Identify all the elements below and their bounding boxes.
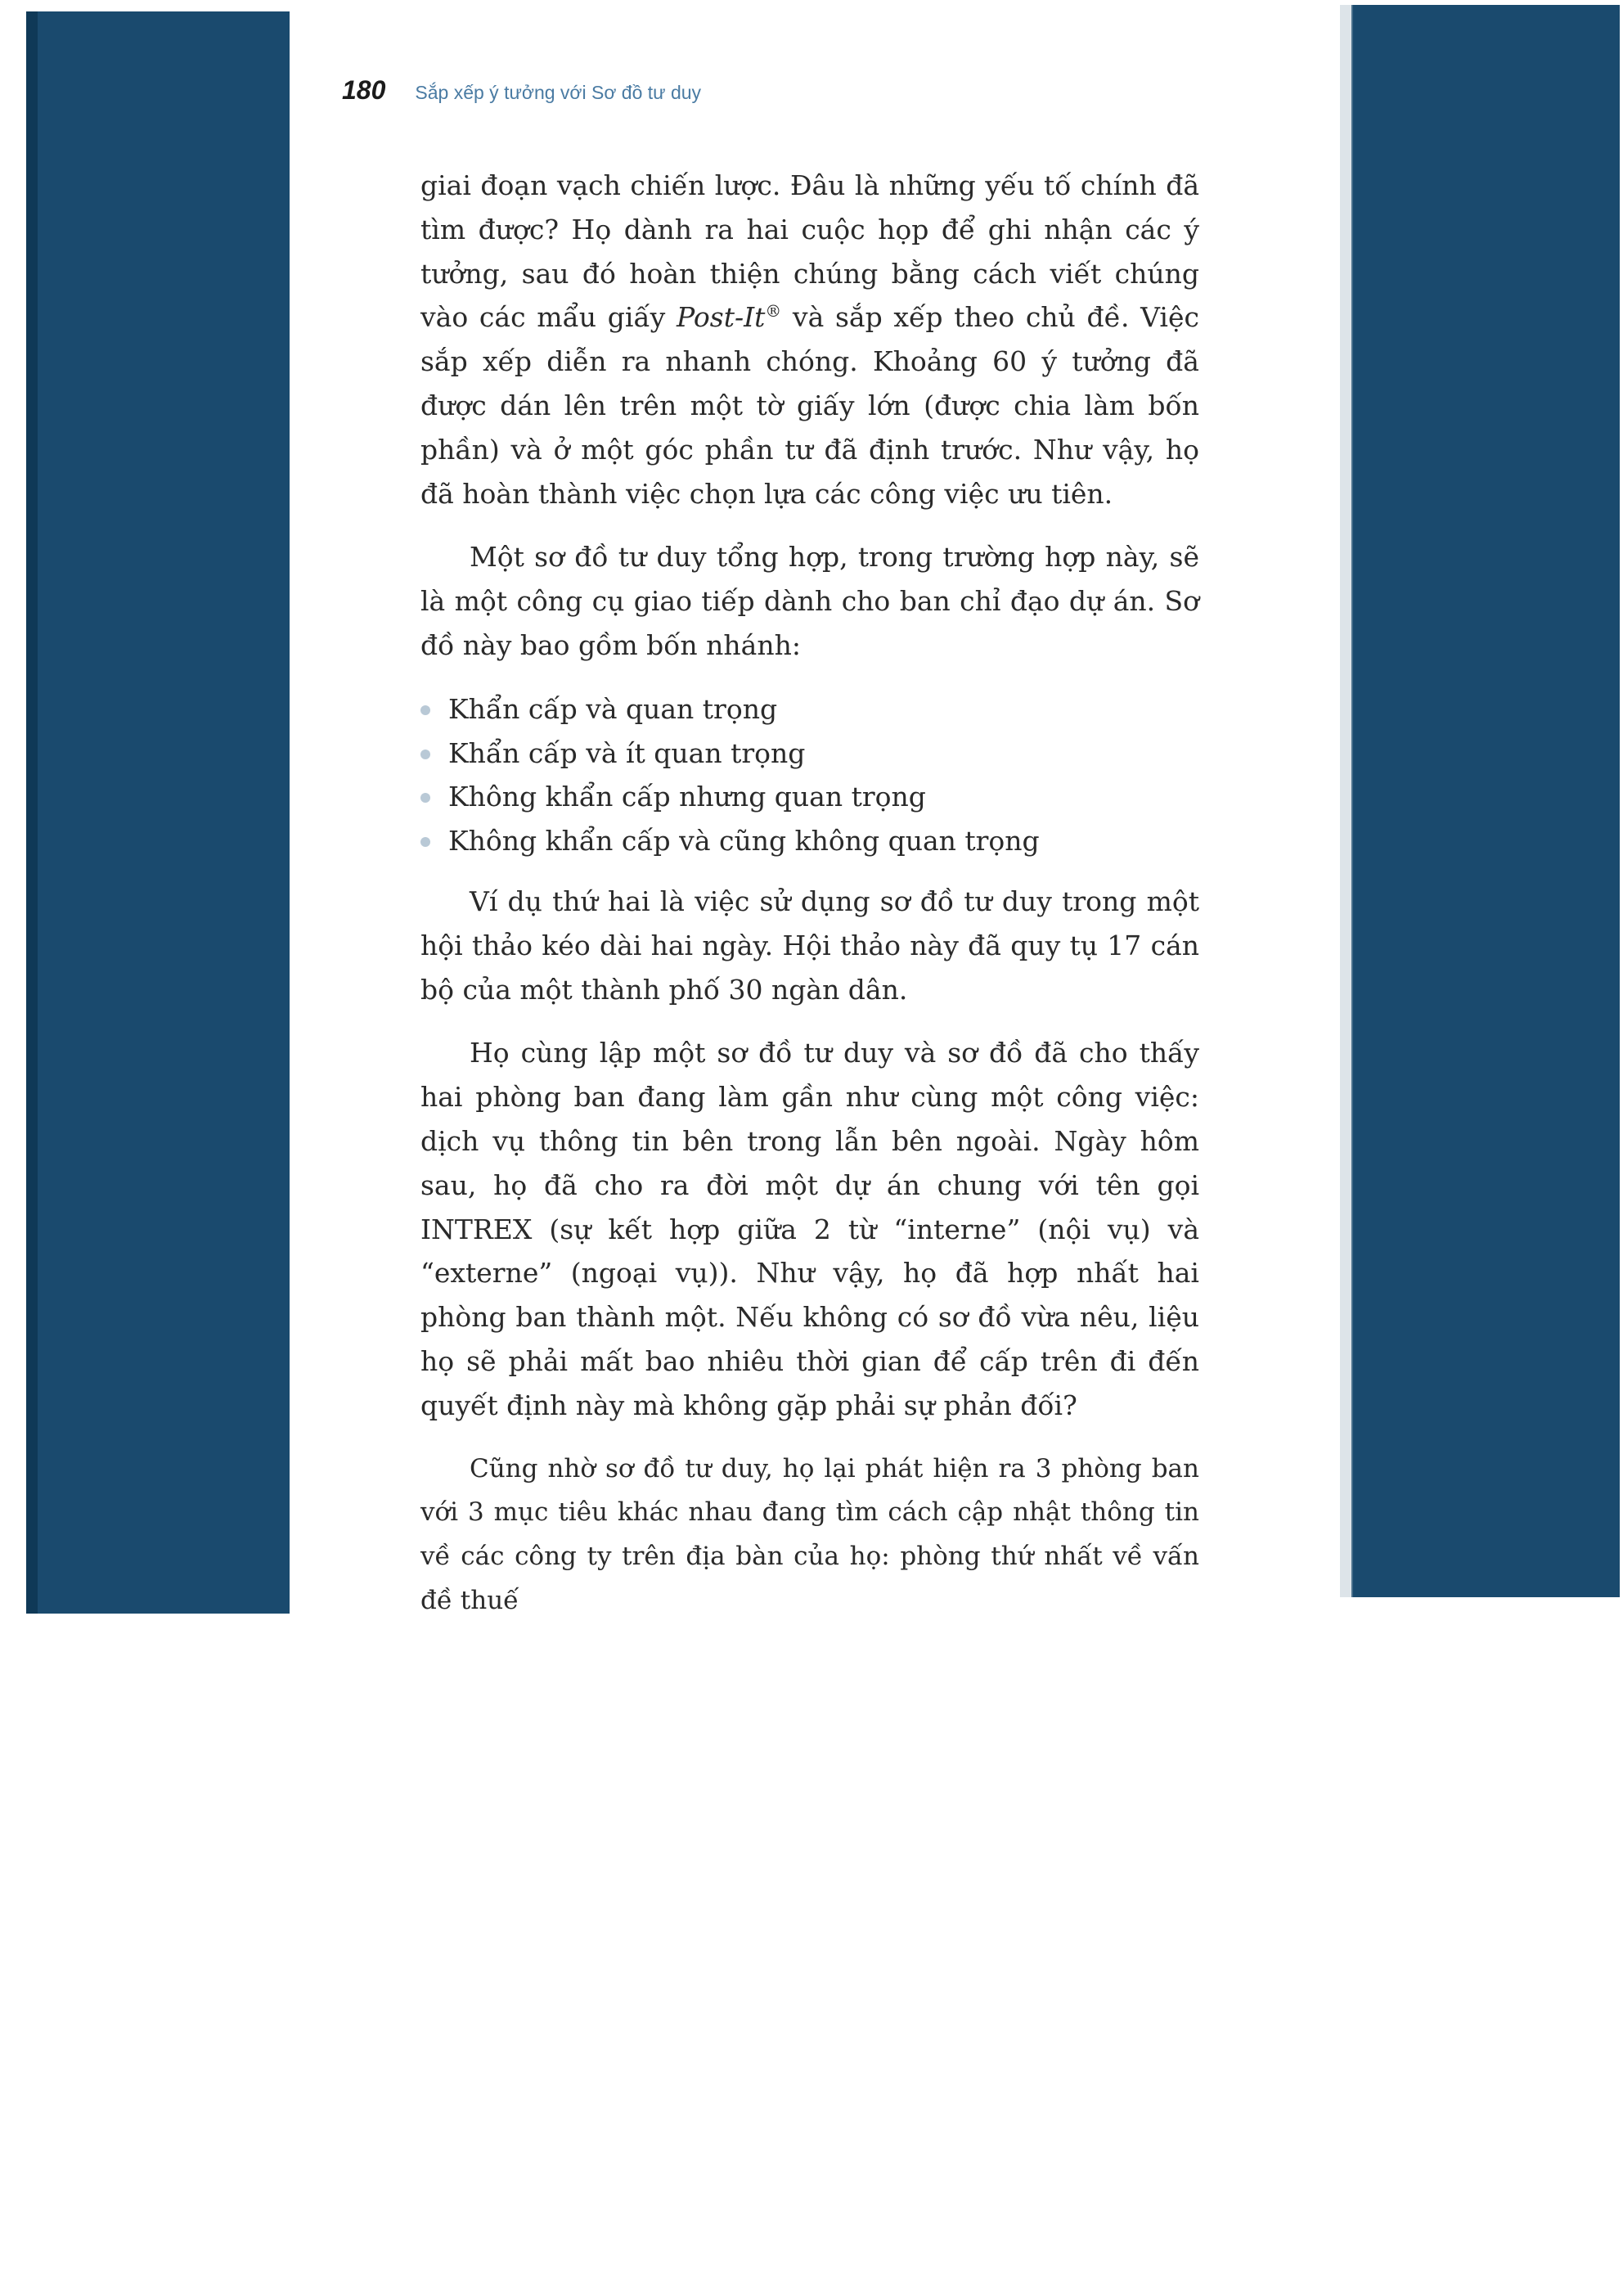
running-header	[342, 75, 701, 106]
list-item-text: Không khẩn cấp và cũng không quan trọng	[448, 825, 1040, 858]
body-text	[420, 164, 1199, 1643]
bullet-icon	[420, 837, 430, 847]
list-item-text: Khẩn cấp và ít quan trọng	[448, 736, 806, 769]
bullet-icon	[420, 705, 430, 715]
list-item	[420, 775, 1199, 819]
brand-text: Post-It	[677, 301, 766, 334]
branch-list	[420, 687, 1199, 863]
paragraph-1-text-after: và sắp xếp theo chủ đề. Việc sắp xếp diễn ra nhanh chóng. Khoảng 60 ý tưởng đã được dán lên trên một tờ giấy lớn (được chia làm bốn phần) và ở một góc phần tư đã định trước. Như vậy, họ đã hoàn thành việc chọn lựa các công việc ưu tiên.	[420, 301, 1199, 510]
paragraph-2: Một sơ đồ tư duy tổng hợp, trong trường hợp này, sẽ là một công cụ giao tiếp dành cho ban chỉ đạo dự án. Sơ đồ này bao gồm bốn nhánh:	[420, 541, 1199, 661]
paragraph-5: Cũng nhờ sơ đồ tư duy, họ lại phát hiện ra 3 phòng ban với 3 mục tiêu khác nhau đang tìm cách cập nhật thông tin về các công ty trên địa bàn của họ: phòng thứ nhất về vấn đề thuế	[420, 1453, 1199, 1615]
bullet-icon	[420, 793, 430, 803]
registered-mark: ®	[765, 302, 782, 322]
brand-name	[677, 301, 781, 333]
running-title: Sắp xếp ý tưởng với Sơ đồ tư duy	[415, 82, 702, 103]
right-border-edge	[1340, 5, 1353, 1597]
left-blue-border	[26, 11, 290, 1614]
paragraph-1-text-before: giai đoạn vạch chiến lược. Đâu là những yếu tố chính đã tìm được? Họ dành ra hai cuộc họp để ghi nhận các ý tưởng, sau đó hoàn thiện chúng bằng cách viết chúng vào các mẩu giấy	[420, 169, 1199, 334]
list-item	[420, 687, 1199, 732]
page-number: 180	[342, 75, 386, 105]
list-item	[420, 732, 1199, 776]
paragraph-4: Họ cùng lập một sơ đồ tư duy và sơ đồ đã cho thấy hai phòng ban đang làm gần như cùng một công việc: dịch vụ thông tin bên trong lẫn bên ngoài. Ngày hôm sau, họ đã cho ra đời một dự án chung với tên gọi INTREX (sự kết hợp giữa 2 từ “interne” (nội vụ) và “externe” (ngoại vụ)). Như vậy, họ đã hợp nhất hai phòng ban thành một. Nếu không có sơ đồ vừa nêu, liệu họ sẽ phải mất bao nhiêu thời gian để cấp trên đi đến quyết định này mà không gặp phải sự phản đối?	[420, 1037, 1199, 1421]
right-blue-border	[1351, 5, 1620, 1597]
list-item	[420, 819, 1199, 863]
paragraph-1	[420, 164, 1199, 515]
list-item-text: Khẩn cấp và quan trọng	[448, 692, 778, 725]
left-border-edge	[26, 11, 38, 1614]
list-item-text: Không khẩn cấp nhưng quan trọng	[448, 781, 926, 813]
paragraph-3: Ví dụ thứ hai là việc sử dụng sơ đồ tư duy trong một hội thảo kéo dài hai ngày. Hội thảo này đã quy tụ 17 cán bộ của một thành phố 30 ngàn dân.	[420, 885, 1199, 1006]
bullet-icon	[420, 750, 430, 759]
